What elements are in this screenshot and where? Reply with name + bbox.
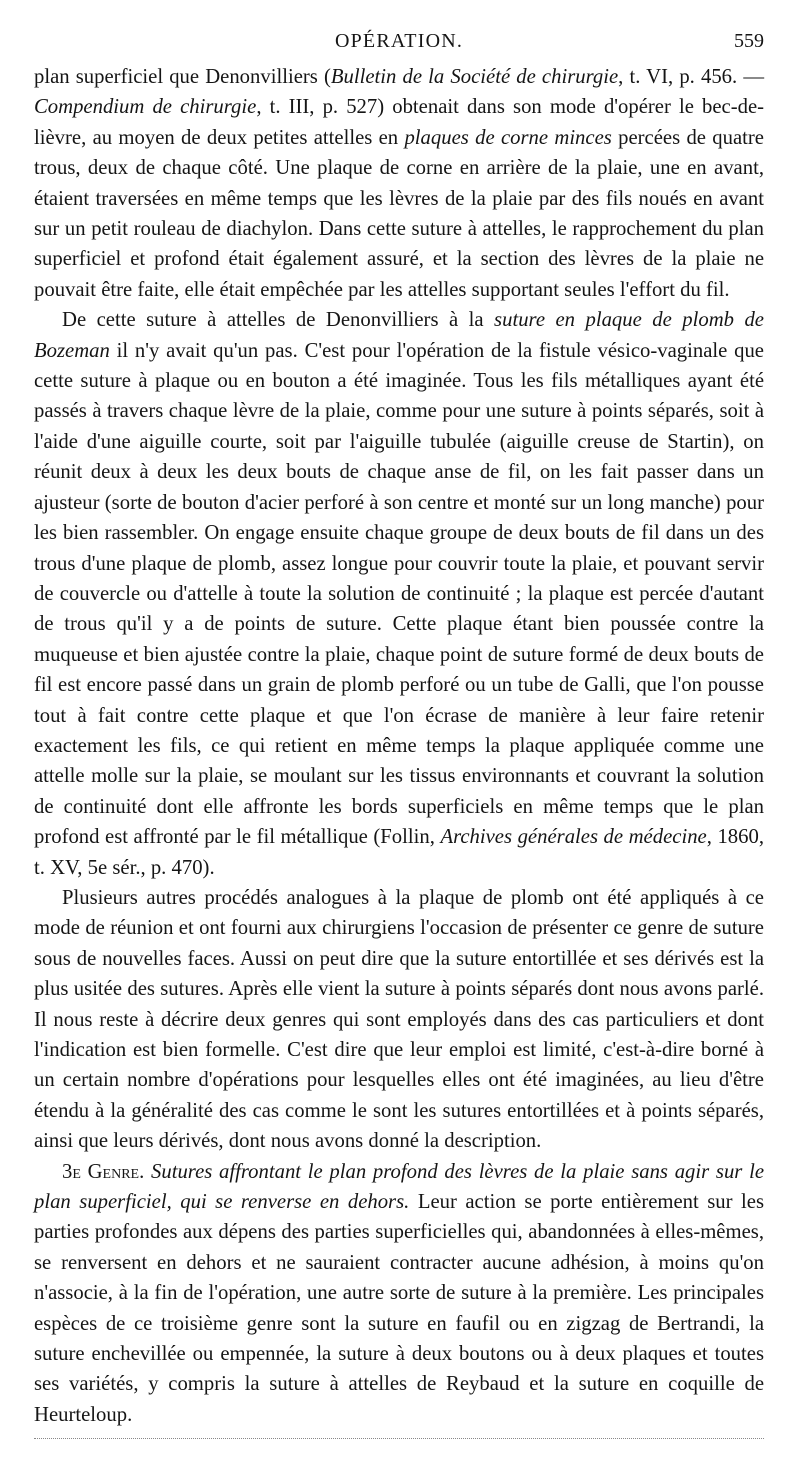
page-header [34,30,764,58]
text-run: De cette suture à attelles de Denonvilliers à la [62,309,495,332]
running-title: OPÉRATION. [334,30,464,52]
citation-title: Archives générales de médecine [440,826,707,849]
citation-title: Bulletin de la Société de chirurgie [330,66,619,88]
text-run: percées de quatre trous, deux de chaque côté. Une plaque de corne en arrière de la plaie, une en avant, étaient traversées en même temps que les lèvres de la plaie par des fils noués en avant sur un petit rouleau de diachylon. Dans cette suture à attelles, le rapprochement du plan superficiel et profond était également assuré, et la section des lèvres de la plaie ne pouvait être faite, elle était empêchée par les attelles supportant seules l'effort du fil. [34,126,764,301]
body-text [34,62,764,1430]
section-heading: Sutures affrontant le plan profond des lèvres de la plaie sans agir sur le plan superficiel, qui se renverse en dehors. [34,1160,765,1214]
genre-label: 3e Genre. [62,1160,145,1183]
emphasis: plaques de corne minces [404,126,612,149]
footer-rule [34,1438,764,1439]
text-run: , t. III, p. 527) obtenait dans son mode d'opérer le bec-de-lièvre, au moyen de deux petites attelles en [34,96,765,149]
citation-title: Compendium de chirurgie [34,96,257,119]
text-run: plan superficiel que Denonvilliers ( [34,66,331,88]
text-run: , 1860, t. XV, 5e sér., p. 470). [34,826,764,879]
paragraph-3 [34,883,764,1157]
paragraph-2 [34,305,764,883]
emphasis: suture en plaque de plomb de Bozeman [34,309,764,362]
text-run: Plusieurs autres procédés analogues à la plaque de plomb ont été appliqués à ce mode de réunion et ont fourni aux chirurgiens l'occasion de présenter ce genre de suture sous de nouvelles faces. Aussi on peut dire que la suture entortillée et ses dérivés est la plus usitée des sutures. Après elle vient la suture à points séparés dont nous avons parlé. Il nous reste à décrire deux genres qui sont employés dans des cas particuliers et dont l'indication est bien formelle. C'est dire que leur emploi est limité, c'est-à-dire borné à un certain nombre d'opérations pour lesquelles elles ont été imaginées, au lieu d'être étendu à la généralité des cas comme le sont les sutures entortillées et à points séparés, ainsi que leurs dérivés, dont nous avons donné la description. [34,886,764,1153]
paragraph-1 [34,62,764,305]
text-run: il n'y avait qu'un pas. C'est pour l'opération de la fistule vésico-vaginale que cette suture à plaque ou en bouton a été imaginée. Tous les fils métalliques ayant été passés à travers chaque lèvre de la plaie, comme pour une suture à points séparés, soit à l'aide d'une aiguille courte, soit par l'aiguille tubulée (aiguille creuse de Startin), on réunit deux à deux les deux bouts de chaque anse de fil, on les fait passer dans un ajusteur (sorte de bouton d'acier perforé à son centre et monté sur un long manche) pour les bien rassembler. On engage ensuite chaque groupe de deux bouts de fil dans un des trous d'une plaque de plomb, assez longue pour couvrir toute la plaie, et pouvant servir de couvercle ou d'attelle à toute la solution de continuité ; la plaque est percée d'autant de trous qu'il y a de points de suture. Cette plaque étant bien poussée contre la muqueuse et bien ajustée contre la plaie, chaque point de suture formé de deux bouts de fil est encore passé dans un grain de plomb perforé ou un tube de Galli, que l'on pousse tout à fait contre cette plaque et que l'on écrase de manière à leur faire retenir exactement les fils, ce qui retient en même temps la plaque appliquée comme une attelle molle sur la plaie, se moulant sur les tissus environnants et couvrant la solution de continuité dont elle affronte les bords superficiels en même temps que le plan profond est affronté par le fil métallique (Follin, [34,339,764,849]
page-number: 559 [734,30,764,52]
text-run: , t. VI, p. 456. — [618,66,765,88]
text-run: Leur action se porte entièrement sur les parties profondes aux dépens des parties superficielles qui, abandonnées à elles-mêmes, se renversent en dehors et ne sauraient contracter aucune adhésion, à moins qu'on n'associe, à la fin de l'opération, une autre sorte de suture à la première. Les principales espèces de ce troisième genre sont la suture en faufil ou en zigzag de Bertrandi, la suture enchevillée ou empennée, la suture à deux boutons ou à deux plaques et toutes ses variétés, y compris la suture à attelles de Reybaud et la suture en coquille de Heurteloup. [34,1191,764,1426]
paragraph-4 [34,1157,764,1431]
